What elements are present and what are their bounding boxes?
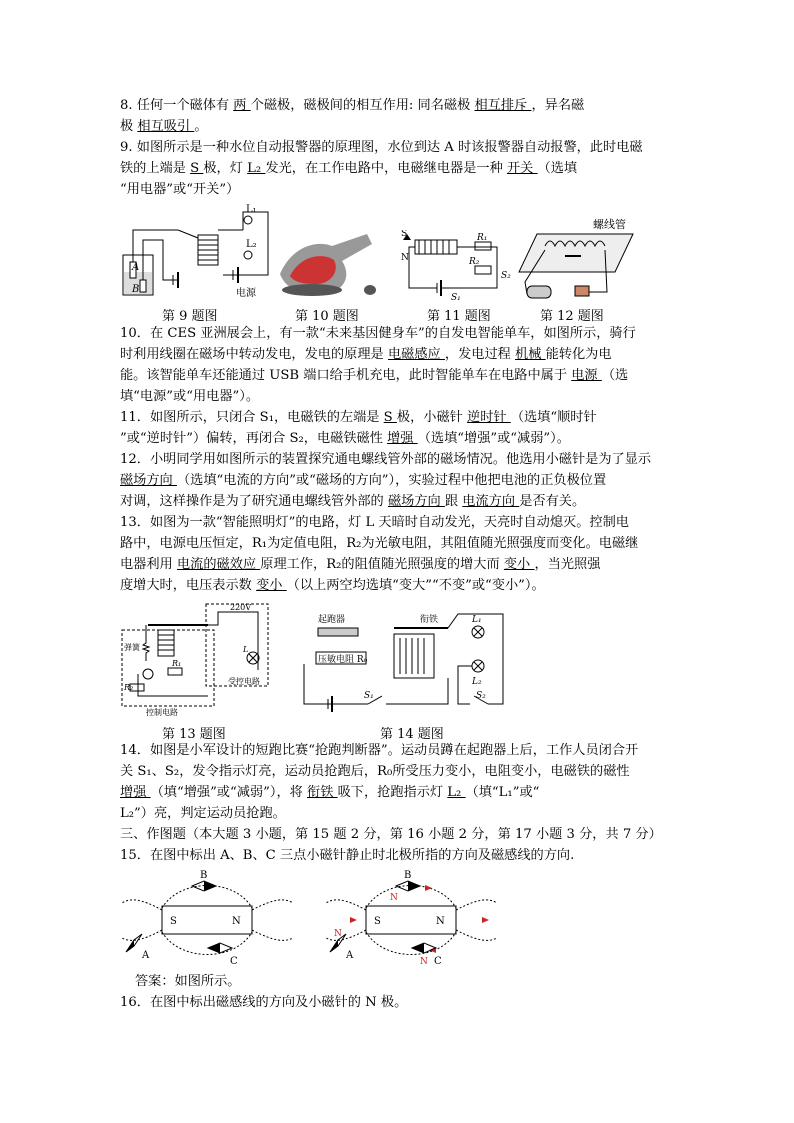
fig15-pole-S: S: [170, 916, 177, 927]
fig15a-needle-A-N: N: [334, 929, 342, 939]
fig13-spring: 弹簧: [124, 643, 140, 652]
q12-line1: 12．小明同学用如图所示的装置探究通电螺线管外部的磁场情况。他选用小磁针是为了显示: [120, 452, 652, 467]
fig11-S2: S₂: [501, 271, 511, 281]
q12-line3: 对调，这样操作是为了研究通电螺线管外部的 磁场方向 跟 电流方向 是否有关。: [120, 494, 586, 509]
figure-13-smart-light: [118, 600, 273, 718]
fig9-A: A: [132, 262, 140, 273]
figure-10-bike: [272, 226, 380, 302]
fig15a-label-C: C: [434, 956, 442, 967]
fig9-B: B: [132, 284, 140, 295]
fig15a-needle-C-N: N: [420, 957, 428, 967]
figure-15-question: [120, 868, 295, 968]
fig13-R2: R₂: [124, 683, 134, 692]
fig11-N: N: [401, 253, 409, 263]
q14-line4: L₂”）亮，判定运动员抢跑。: [120, 806, 286, 821]
fig15-label-C: C: [230, 956, 238, 967]
fig14-sensor: 压敏电阻 R₀: [318, 655, 368, 665]
q13-line3: 电器利用 电流的磁效应 原理工作，R₂的阻值随光照强度的增大而 变小 ，当光照强: [120, 557, 601, 572]
caption-fig11: 第 11 题图: [427, 309, 491, 324]
q9-line2: 铁的上端是 S 极，灯 L₂ 发光，在工作电路中，电磁继电器是一种 开关 （选填: [120, 161, 578, 176]
fig15a-pole-N: N: [436, 916, 445, 927]
section-3-heading: 三、作图题（本大题 3 小题，第 15 题 2 分，第 16 小题 2 分，第 17 小题 3 分，共 7 分）: [120, 827, 662, 842]
q16-text: 16．在图中标出磁感线的方向及小磁针的 N 极。: [120, 995, 408, 1010]
fig13-work-circuit: 受控电路: [228, 677, 260, 686]
fig13-R1: R₁: [172, 659, 182, 668]
figure-14-false-start: [298, 604, 508, 718]
fig13-L: L: [243, 645, 249, 654]
caption-fig12: 第 12 题图: [540, 309, 604, 324]
q10-line3: 能。该智能单车还能通过 USB 端口给手机充电，此时智能单车在电路中属于 电源 （选: [120, 368, 629, 383]
q14-line2: 关 S₁、S₂，发令指示灯亮，运动员抢跑后，R₀所受压力变小，电阻变小，电磁铁的磁性: [120, 764, 630, 779]
fig15-label-B: B: [200, 870, 208, 881]
fig14-L2: L₂: [472, 677, 482, 687]
fig15a-label-B: B: [404, 870, 412, 881]
fig15-pole-N: N: [232, 916, 241, 927]
fig14-S2: S₂: [476, 691, 486, 701]
q14-line1: 14．如图是小军设计的短跑比赛“抢跑判断器”。运动员蹲在起跑器上后，工作人员闭合开: [120, 743, 639, 758]
q13-line1: 13．如图为一款“智能照明灯”的电路，灯 L 天暗时自动发光，天亮时自动熄灭。控制电: [120, 515, 629, 530]
figure-9-water-alarm: [118, 200, 278, 302]
fig14-L1: L₁: [472, 615, 482, 625]
q11-line1: 11．如图所示，只闭合 S₁，电磁铁的左端是 S 极，小磁针 逆时针 （选填“顺时针: [120, 410, 597, 425]
fig9-L2: L₂: [246, 239, 257, 250]
q15-answer: 答案：如图所示。: [135, 974, 241, 989]
fig9-power: 电源: [236, 288, 256, 299]
fig15a-label-A: A: [346, 950, 354, 961]
fig11-R2: R₂: [469, 257, 480, 267]
fig15a-needle-B-N: N: [390, 893, 398, 903]
q8-line2: 极 相互吸引 。: [120, 119, 208, 134]
fig14-starter: 起跑器: [318, 615, 346, 625]
q15-text: 15．在图中标出 A、B、C 三点小磁针静止时北极所指的方向及磁感线的方向.: [120, 848, 575, 863]
fig9-L1: L₁: [246, 204, 257, 215]
q10-line1: 10．在 CES 亚洲展会上，有一款“未来基因健身车”的自发电智能单车，如图所示，骑行: [120, 326, 636, 341]
fig12-label: 螺线管: [593, 218, 626, 231]
fig13-control-circuit: 控制电路: [146, 708, 178, 717]
q8-line1: 8. 任何一个磁体有 两 个磁极，磁极间的相互作用: 同名磁极 相互排斥 ，异名磁: [120, 98, 585, 113]
fig14-S1: S₁: [364, 691, 374, 701]
fig11-R1: R₁: [477, 233, 488, 243]
q9-line3: “用电器”或“开关”）: [120, 182, 240, 197]
caption-fig14: 第 14 题图: [380, 727, 444, 742]
caption-fig10: 第 10 题图: [295, 309, 359, 324]
q14-line3: 增强 （填“增强”或“减弱”），将 衔铁 吸下，抢跑指示灯 L₂ （填“L₁”或“: [120, 785, 540, 800]
fig14-armature: 衔铁: [420, 615, 439, 625]
caption-fig13: 第 13 题图: [162, 727, 226, 742]
fig15a-pole-S: S: [374, 916, 381, 927]
fig11-S1: S₁: [451, 293, 461, 302]
q11-line2: ”或“逆时针”）偏转，再闭合 S₂，电磁铁磁性 增强 （选填“增强”或“减弱”）。: [120, 431, 570, 446]
q10-line4: 填“电源”或“用电器”）。: [120, 389, 260, 404]
figure-12-solenoid: [515, 212, 645, 304]
q12-line2: 磁场方向 （选填“电流的方向”或“磁场的方向”），实验过程中他把电池的正负极位置: [120, 473, 607, 488]
fig13-voltage: 220V: [230, 603, 252, 612]
q13-line4: 度增大时，电压表示数 变小 （以上两空均选填“变大”“不变”或“变小”）。: [120, 578, 545, 593]
fig11-S: S: [401, 230, 408, 239]
q10-line2: 时利用线圈在磁场中转动发电，发电的原理是 电磁感应 ，发电过程 机械 能转化为电: [120, 347, 612, 362]
q13-line2: 路中，电源电压恒定，R₁为定值电阻，R₂为光敏电阻，其阻值随光照强度而变化。电磁继: [120, 536, 639, 551]
fig15-label-A: A: [142, 950, 150, 961]
q9-line1: 9. 如图所示是一种水位自动报警器的原理图，水位到达 A 时该报警器自动报警，此时电磁: [120, 140, 643, 155]
figure-15-answer: [320, 868, 500, 968]
caption-fig9: 第 9 题图: [162, 309, 218, 324]
figure-11-circuit: [397, 230, 517, 302]
